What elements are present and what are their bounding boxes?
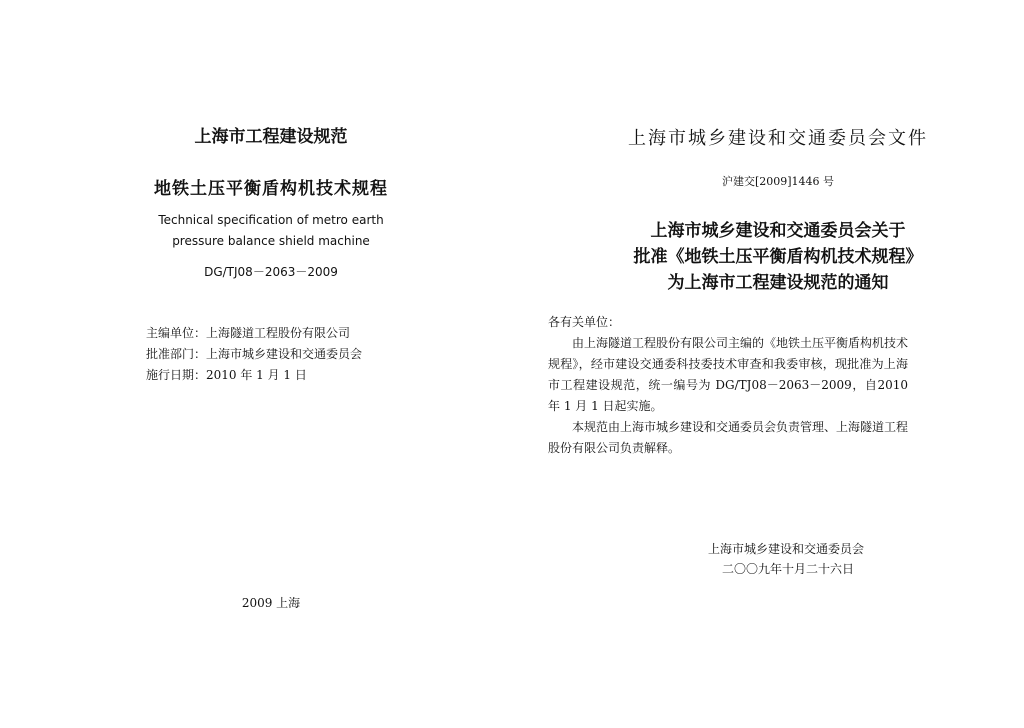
notice-heading-line-3: 为上海市工程建设规范的通知: [667, 273, 889, 293]
addressee: 各有关单位：: [548, 315, 621, 329]
english-title-line-2: pressure balance shield machine: [172, 234, 370, 248]
standard-series: 上海市工程建设规范: [194, 127, 348, 147]
body-paragraph-2: 本规范由上海市城乡建设和交通委员会负责管理、上海隧道工程股份有限公司负责解释。: [548, 420, 909, 455]
issue-date: 二〇〇九年十月二十六日: [722, 562, 855, 576]
notice-heading-line-1: 上海市城乡建设和交通委员会关于: [650, 221, 906, 241]
notice-heading-line-2: 批准《地铁土压平衡盾构机技术规程》: [633, 247, 923, 267]
standard-title: 地铁土压平衡盾构机技术规程: [154, 179, 388, 199]
signature: 上海市城乡建设和交通委员会: [708, 542, 865, 556]
document-number: 沪建交[2009]1446 号: [721, 175, 835, 188]
approval-department: 批准部门：上海市城乡建设和交通委员会: [146, 347, 363, 361]
page-footer: 2009 上海: [241, 596, 301, 610]
editor-unit: 主编单位：上海隧道工程股份有限公司: [146, 326, 351, 340]
standard-code: DG/TJ08－2063－2009: [204, 265, 338, 279]
body-paragraph-1: 由上海隧道工程股份有限公司主编的《地铁土压平衡盾构机技术规程》，经市建设交通委科技委技术审查和我委审核，现批准为上海市工程建设规范，统一编号为 DG/TJ08－2063－2009，自2010 年 1 月 1 日起实施。: [548, 336, 909, 413]
effective-date: 施行日期：2010 年 1 月 1 日: [146, 368, 307, 382]
document-title: 上海市城乡建设和交通委员会文件: [628, 128, 928, 149]
english-title-line-1: Technical specification of metro earth: [158, 213, 384, 227]
right-page: [512, 0, 1024, 728]
